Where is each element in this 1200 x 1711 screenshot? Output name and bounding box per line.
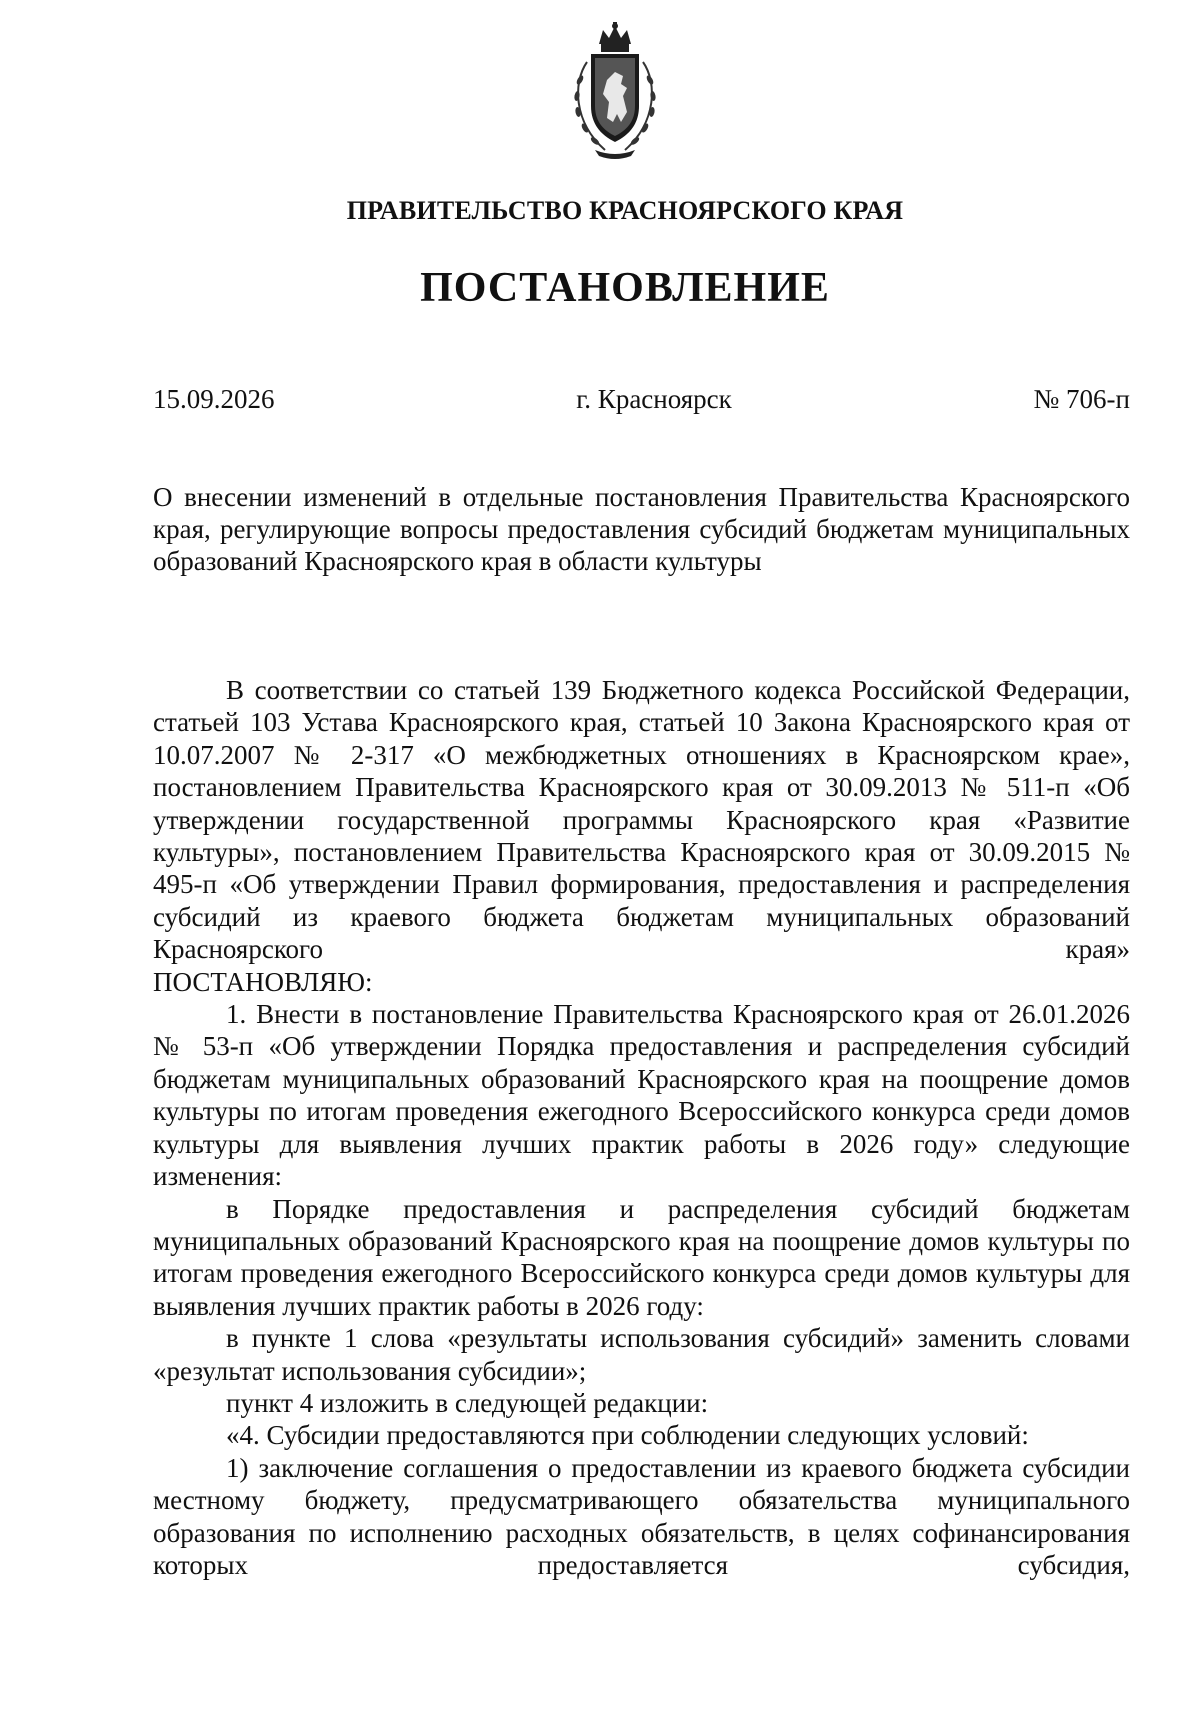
resolve-heading: ПОСТАНОВЛЯЮ:	[153, 966, 373, 997]
document-city: г. Красноярск	[576, 384, 732, 414]
krasnoyarsk-coat-of-arms-icon	[565, 22, 665, 162]
item-1-paragraph: 1. Внести в постановление Правительства Красноярского края от 26.01.2026 № 53-п «Об утверждении Порядка предоставления и распределения субсидий бюджетам муниципальных образований Красноярского края на поощрение домов культуры по итогам проведения ежегодного Всероссийского конкурса среди домов культуры для выявления лучших практик работы в 2026 году» следующие изменения:	[153, 999, 1130, 1192]
document-type-title: ПОСТАНОВЛЕНИЕ	[420, 265, 830, 311]
item-1-point-1-paragraph: в пункте 1 слова «результаты использования субсидий» заменить словами «результат использования субсидии»;	[153, 1323, 1130, 1386]
quoted-point-4-paragraph: «4. Субсидии предоставляются при соблюдении следующих условий:	[226, 1420, 1029, 1451]
organization-title: ПРАВИТЕЛЬСТВО КРАСНОЯРСКОГО КРАЯ	[346, 196, 904, 225]
document-subject: О внесении изменений в отдельные постановления Правительства Красноярского края, регулирующие вопросы предоставления субсидий бюджетам муниципальных образований Красноярского края в области культуры	[153, 482, 1130, 576]
item-1-order-paragraph: в Порядке предоставления и распределения субсидий бюджетам муниципальных образований Красноярского края на поощрение домов культуры по итогам проведения ежегодного Всероссийского конкурса среди домов культуры для выявления лучших практик работы в 2026 году:	[153, 1193, 1130, 1321]
document-body	[153, 674, 1130, 1581]
document-number: № 706-п	[1033, 384, 1130, 414]
condition-1-paragraph: 1) заключение соглашения о предоставлении из краевого бюджета субсидии местному бюджету, предусматривающего обязательства муниципального образования по исполнению расходных обязательств, в целях софинансирования которых предоставляется субсидия,	[153, 1452, 1130, 1580]
document-date: 15.09.2026	[153, 384, 275, 414]
document-meta-row	[153, 384, 1130, 415]
preamble-paragraph: В соответствии со статьей 139 Бюджетного кодекса Российской Федерации, статьей 103 Устава Красноярского края, статьей 10 Закона Красноярского края от 10.07.2007 № 2-317 «О межбюджетных отношениях в Красноярском крае», постановлением Правительства Красноярского края от 30.09.2013 № 511-п «Об утверждении государственной программы Красноярского края «Развитие культуры», постановлением Правительства Красноярского края от 30.09.2015 № 495-п «Об утверждении Правил формирования, предоставления и распределения субсидий из краевого бюджета бюджетам муниципальных образований Красноярского края»	[153, 675, 1130, 965]
item-1-point-4-paragraph: пункт 4 изложить в следующей редакции:	[226, 1387, 709, 1418]
